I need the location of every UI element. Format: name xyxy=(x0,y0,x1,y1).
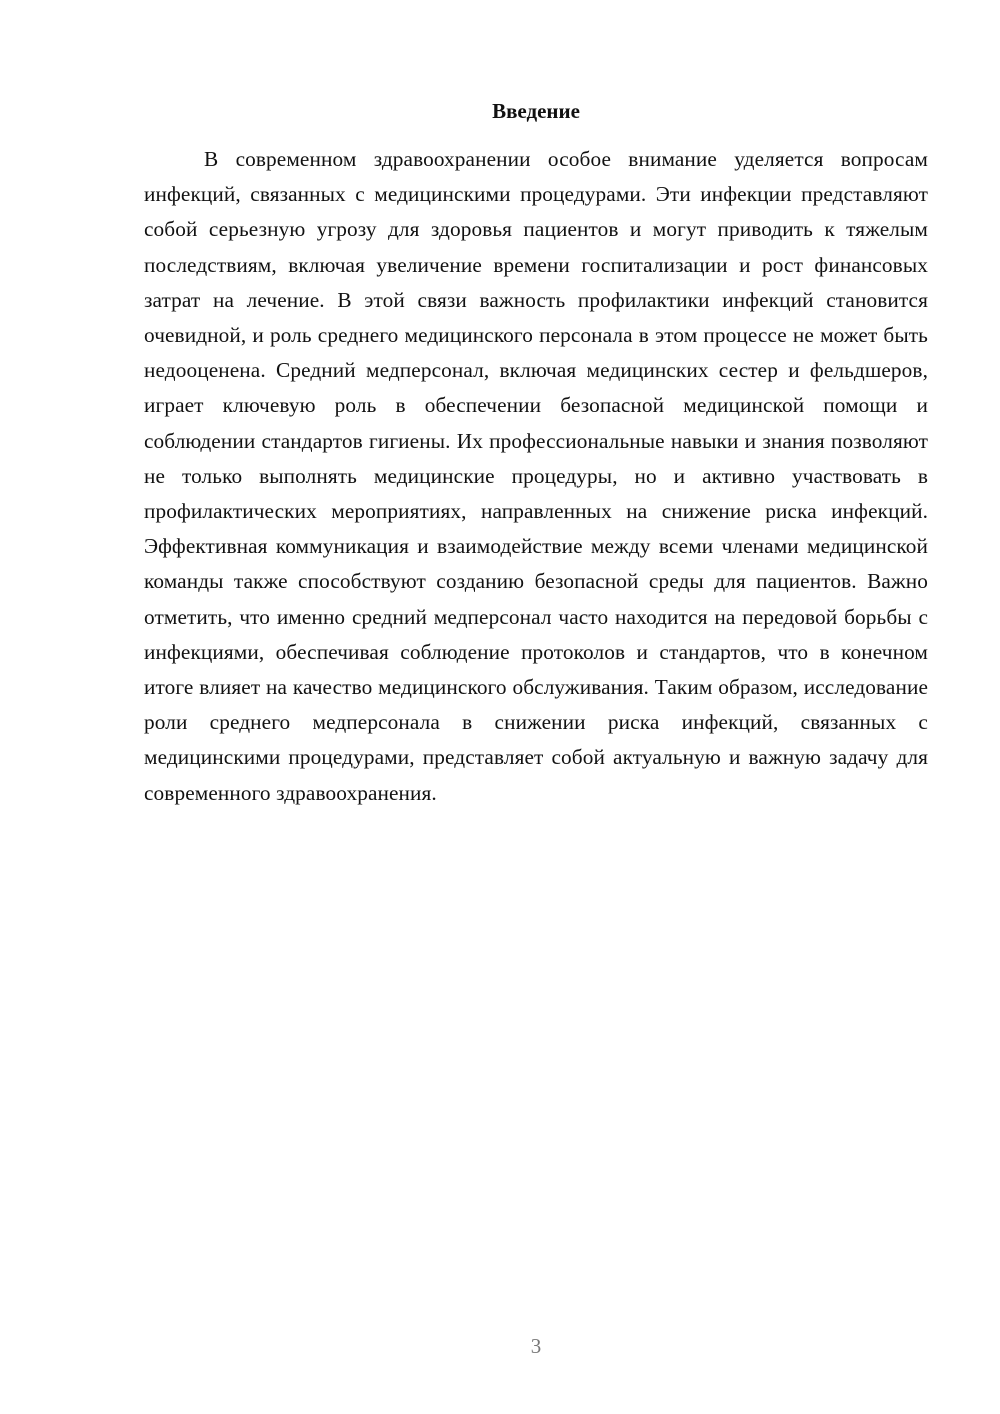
section-heading: Введение xyxy=(492,99,580,123)
page-number: 3 xyxy=(530,1334,542,1358)
introduction-paragraph: В современном здравоохранении особое внимание уделяется вопросам инфекций, связанных с медицинскими процедурами. Эти инфекции представляют собой серьезную угрозу для здоровья пациентов и могут приводить к тяжелым последствиям, включая увеличение времени госпитализации и рост финансовых затрат на лечение. В этой связи важность профилактики инфекций становится очевидной, и роль среднего медицинского персонала в этом процессе не может быть недооценена. Средний медперсонал, включая медицинских сестер и фельдшеров, играет ключевую роль в обеспечении безопасной медицинской помощи и соблюдении стандартов гигиены. Их профессиональные навыки и знания позволяют не только выполнять медицинские процедуры, но и активно участвовать в профилактических мероприятиях, направленных на снижение риска инфекций. Эффективная коммуникация и взаимодействие между всеми членами медицинской команды также способствуют созданию безопасной среды для пациентов. Важно отметить, что именно средний медперсонал часто находится на передовой борьбы с инфекциями, обеспечивая соблюдение протоколов и стандартов, что в конечном итоге влияет на качество медицинского обслуживания. Таким образом, исследование роли среднего медперсонала в снижении риска инфекций, связанных с медицинскими процедурами, представляет собой актуальную и важную задачу для современного здравоохранения. xyxy=(144,147,928,805)
